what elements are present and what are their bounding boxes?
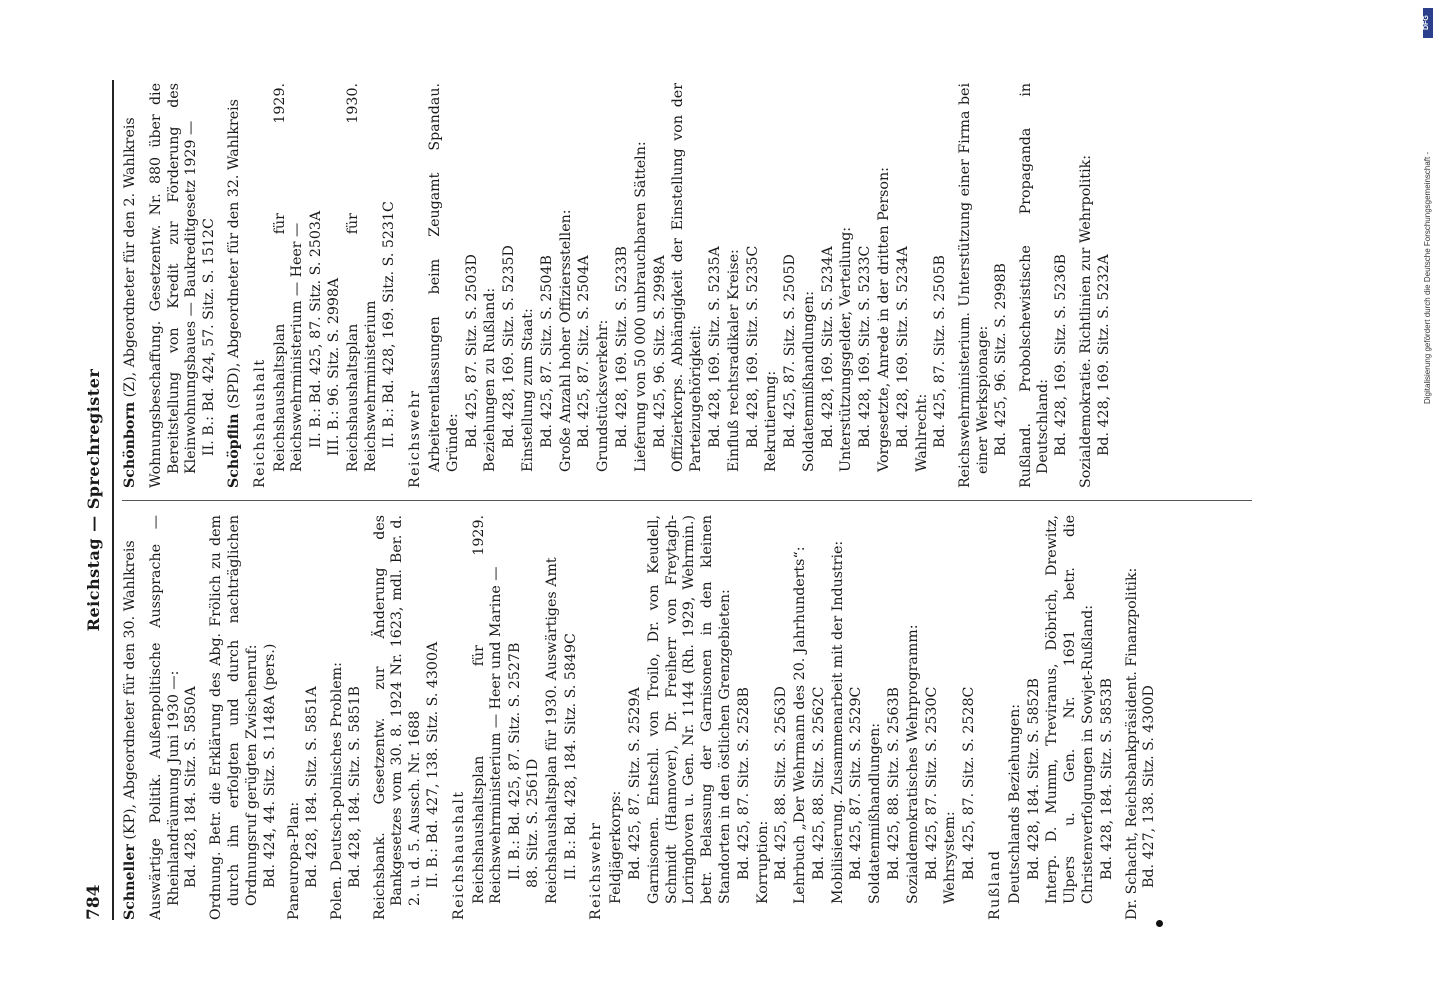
subtopic-title: Soldatenmißhandlungen: bbox=[800, 290, 817, 472]
subtopic-title: Mobilisierung. Zusammenarbeit mit der Industrie: bbox=[829, 540, 846, 904]
subtopic-title: Vorgesetzte, Anrede in der dritten Person: bbox=[876, 167, 893, 472]
subtopic-title: Reichshaushaltsplan für 1930. Reichswehrministerium bbox=[344, 83, 379, 472]
page-reference: Bd. 428, 169. Sitz. S. 5233B bbox=[613, 246, 630, 448]
topic-block bbox=[252, 83, 399, 488]
page-reference: Bd. 428, 169. Sitz. S. 5235A bbox=[706, 246, 723, 448]
page-reference: Bd. 425, 88. Sitz. S. 2562C bbox=[810, 686, 827, 880]
page-reference: Bd. 425, 87. Sitz. S. 2530C bbox=[923, 686, 940, 880]
subtopic-title: Reichshaushaltsplan für 1929. Reichswehrministerium — Heer und Marine — bbox=[470, 515, 505, 904]
speaker-entry bbox=[122, 83, 140, 488]
page-reference: Bd. 428, 184. Sitz. S. 5852B bbox=[1025, 678, 1042, 880]
page-reference: Bd. 425, 87. Sitz. S. 2528C bbox=[961, 686, 978, 880]
subtopic-title: Arbeiterentlassungen beim Zeugamt Spandau. Gründe: bbox=[426, 83, 461, 472]
topic-block bbox=[1124, 515, 1160, 920]
rotated-page bbox=[80, 80, 1270, 920]
left-column bbox=[122, 515, 1257, 920]
topic-title: Paneuropa-Plan: bbox=[286, 801, 303, 920]
page-reference: Bd. 425, 87. Sitz. S. 2504A bbox=[576, 255, 593, 448]
topic-block bbox=[407, 83, 950, 488]
page-reference: Bd. 428, 184. Sitz. S. 5851A bbox=[304, 686, 321, 888]
page-header bbox=[80, 80, 114, 920]
page-reference: II. B.: Bd. 425, 87. Sitz. S. 2503A bbox=[308, 210, 325, 448]
page-reference: Bd. 428, 169. Sitz. S. 5235D bbox=[501, 245, 518, 448]
subtopic-title: Reichshaushaltsplan für 1929. Reichswehrministerium — Heer — bbox=[271, 83, 306, 472]
speaker-name: Schönborn bbox=[122, 401, 138, 488]
page-reference: 88. Sitz. S. 2561D bbox=[524, 758, 541, 888]
topic-title: Wohnungsbeschaffung. Gesetzentw. Nr. 880 über die Bereitstellung von Kredit zur Förderung des Kleinwohnungsbaues — Baukreditgesetz 1929 — bbox=[147, 83, 200, 488]
page-reference: Bd. 425, 87. Sitz. S. 2503D bbox=[463, 254, 480, 448]
speaker-name: Schöpflin bbox=[225, 413, 242, 488]
topic-block bbox=[148, 515, 201, 920]
page-number: 784 bbox=[84, 884, 104, 920]
subtopic-title: Grundstücksverkehr: bbox=[595, 319, 612, 472]
page-reference: Bd. 425, 88. Sitz. S. 2563D bbox=[773, 686, 790, 880]
speaker-entry bbox=[122, 515, 140, 920]
topic-block bbox=[372, 515, 443, 920]
page-reference: Bd. 425, 87. Sitz. S. 2505B bbox=[932, 255, 949, 448]
topic-block bbox=[329, 515, 365, 920]
topic-title: Dr. Schacht, Reichsbankpräsident. Finanzpolitik: bbox=[1123, 567, 1140, 920]
page-reference: Bd. 428, 184. Sitz. S. 5851B bbox=[346, 686, 363, 888]
page-reference: III. B.: 96. Sitz. S. 2998A bbox=[325, 277, 342, 456]
subtopic-title: Reichshaushaltsplan für 1930. Auswärtiges Amt bbox=[543, 557, 560, 904]
topic-title: Ordnung. Betr. die Erklärung des Abg. Frölich zu dem durch ihn erfolgten und durch nachträglichen Ordnungsruf gerügten Zwischenruf: bbox=[208, 515, 260, 920]
subtopic-title: Sozialdemokratisches Wehrprogramm: bbox=[904, 624, 921, 904]
subtopic-title: Feldjägerkorps: bbox=[608, 790, 625, 904]
right-column bbox=[122, 83, 1257, 488]
page-reference: Bd. 428, 184. Sitz. S. 5853B bbox=[1098, 678, 1115, 880]
page-reference: Bd. 425, 87. Sitz. S. 2529A bbox=[626, 687, 643, 880]
subtopic-title: Beziehungen zu Rußland: bbox=[482, 287, 499, 472]
speaker-space bbox=[226, 409, 242, 414]
subtopic-title: Große Anzahl hoher Offiziersstellen: bbox=[557, 209, 574, 472]
page-reference: Bd. 425, 88. Sitz. S. 2563B bbox=[886, 687, 903, 880]
subtopic-title: Wehrsystem: bbox=[942, 811, 959, 904]
topic-title: Auswärtige Politik. Außenpolitische Aussprache — Rheinlandräumung Juni 1930 —: bbox=[147, 515, 182, 920]
running-head: Reichstag — Sprechregister bbox=[84, 368, 103, 632]
speaker-name: Schneller bbox=[122, 844, 138, 920]
subtopic-title: Lehrbuch „Der Wehrmann des 20. Jahrhunderts“: bbox=[792, 546, 809, 904]
page-reference: II. B.: Bd. 428, 184. Sitz. S. 5849C bbox=[562, 633, 579, 880]
column-divider bbox=[122, 500, 1252, 501]
topic-block bbox=[957, 83, 1010, 488]
subtopic-title: Wahlrecht: bbox=[913, 393, 930, 472]
topic-block bbox=[148, 83, 219, 488]
page-reference: II. B.: Bd. 427, 138. Sitz. S. 4300A bbox=[424, 641, 441, 888]
topic-block bbox=[588, 515, 979, 920]
page-reference: Bd. 428, 169. Sitz. S. 5232A bbox=[1095, 254, 1112, 456]
topic-title: Reichshaushalt bbox=[450, 790, 467, 920]
topic-block bbox=[1018, 83, 1071, 488]
page-reference: Bd. 425, 87. Sitz. S. 2504B bbox=[538, 255, 555, 448]
page-reference: Bd. 428, 169. Sitz. S. 5233C bbox=[857, 245, 874, 448]
topic-title: Polen. Deutsch-polnisches Problem: bbox=[328, 662, 345, 920]
subtopic-title: Interp. D. Mumm, Treviranus, Döbrich, Drewitz, Ulpers u. Gen. Nr. 1691 betr. die Christenverfolgungen in Sowjet-Rußland: bbox=[1044, 515, 1097, 904]
topic-title: Reichshaushalt bbox=[251, 358, 268, 488]
page-reference: Bd. 424, 44. Sitz. S. 1148A (pers.) bbox=[261, 643, 278, 888]
subtopic-title: Deutschlands Beziehungen: bbox=[1006, 703, 1023, 904]
page-reference: Bd. 425, 87. Sitz. S. 2528B bbox=[735, 687, 752, 880]
topic-block bbox=[208, 515, 279, 920]
page-reference: Bd. 427, 138. Sitz. S. 4300D bbox=[1141, 685, 1158, 888]
topic-title: Sozialdemokratie. Richtlinien zur Wehrpolitik: bbox=[1078, 155, 1095, 488]
page-reference: II. B.: Bd. 424, 57. Sitz. S. 1512C bbox=[201, 218, 218, 456]
page-reference: Bd. 425, 96. Sitz. S. 2998A bbox=[651, 255, 668, 448]
topic-title: Reichswehr bbox=[588, 821, 605, 920]
topic-block bbox=[451, 515, 581, 920]
topic-title: Reichsbank. Gesetzentw. zur Änderung des Bankgesetzes vom 30. 8. 1924 Nr. 1623, mdl. Ber. d. 2. u. d. 5. Aussch. Nr. 1688 bbox=[371, 515, 424, 920]
topic-block bbox=[286, 515, 322, 920]
page-reference: II. B.: Bd. 428, 169. Sitz. S. 5231C bbox=[381, 201, 398, 448]
topic-block bbox=[1078, 83, 1114, 488]
topic-title: Reichswehr bbox=[407, 389, 424, 488]
digitization-credit: Digitalisierung gefördert durch die Deutsche Forschungsgemeinschaft - bbox=[1423, 151, 1432, 404]
page-reference: Bd. 425, 96. Sitz. S. 2998B bbox=[992, 263, 1009, 456]
page-reference: Bd. 428, 169. Sitz. S. 5236B bbox=[1053, 254, 1070, 456]
page-reference: Bd. 428, 169. Sitz. S. 5234A bbox=[894, 246, 911, 448]
speaker-intro: (SPD), Abgeordneter für den 32. Wahlkreis bbox=[225, 99, 242, 409]
subtopic-title: Soldatenmißhandlungen: bbox=[867, 722, 884, 904]
page-reference: Bd. 428, 169. Sitz. S. 5234A bbox=[819, 246, 836, 448]
topic-block bbox=[987, 515, 1117, 920]
subtopic-title: Einstellung zum Staat: bbox=[519, 308, 536, 472]
speaker-intro: (KP), Abgeordneter für den 30. Wahlkreis bbox=[122, 540, 138, 840]
subtopic-title: Korruption: bbox=[754, 820, 771, 904]
subtopic-title: Lieferung von 50 000 unbrauchbaren Sätteln: bbox=[632, 141, 649, 472]
subtopic-title: Garnisonen. Entschl. von Troilo, Dr. von Keudell, Schmidt (Hannover), Dr. Freiherr von Freytagh-Loringhoven u. Gen. Nr. 1144 (Rh. 1929, Wehrmin.) betr. Belassung der Garnisonen in den kleinen Standorten in den östlichen Grenzgebieten: bbox=[645, 515, 733, 904]
header-rule bbox=[112, 80, 114, 920]
page-reference: Bd. 425, 87. Sitz. S. 2529C bbox=[848, 686, 865, 880]
subtopic-title: Einfluß rechtsradikaler Kreise: bbox=[725, 249, 742, 472]
speaker-space bbox=[122, 397, 138, 402]
page-reference: Bd. 428, 184. Sitz. S. 5850A bbox=[183, 686, 200, 888]
page-reference: Bd. 428, 169. Sitz. S. 5235C bbox=[744, 245, 761, 448]
topic-title: Rußland bbox=[987, 849, 1004, 920]
speaker-entry bbox=[226, 83, 244, 488]
subtopic-title: Offizierkorps. Abhängigkeit der Einstellung von der Parteizugehörigkeit: bbox=[670, 83, 705, 472]
speaker-intro: (Z), Abgeordneter für den 2. Wahlkreis bbox=[122, 117, 138, 398]
scan-speck bbox=[1156, 920, 1163, 927]
page-reference: Bd. 425, 87. Sitz. S. 2505D bbox=[782, 254, 799, 448]
topic-title: Reichswehrministerium. Unterstützung einer Firma bei einer Werkspionage: bbox=[957, 83, 992, 488]
subtopic-title: Rekrutierung: bbox=[763, 370, 780, 472]
speaker-space bbox=[122, 840, 138, 845]
topic-title: Rußland. Probolschewistische Propaganda in Deutschland: bbox=[1017, 83, 1052, 488]
page-reference: II. B.: Bd. 425, 87. Sitz. S. 2527B bbox=[507, 642, 524, 880]
dfg-logo: DFG bbox=[1423, 8, 1433, 38]
subtopic-title: Unterstützungsgelder, Verteilung: bbox=[838, 226, 855, 472]
